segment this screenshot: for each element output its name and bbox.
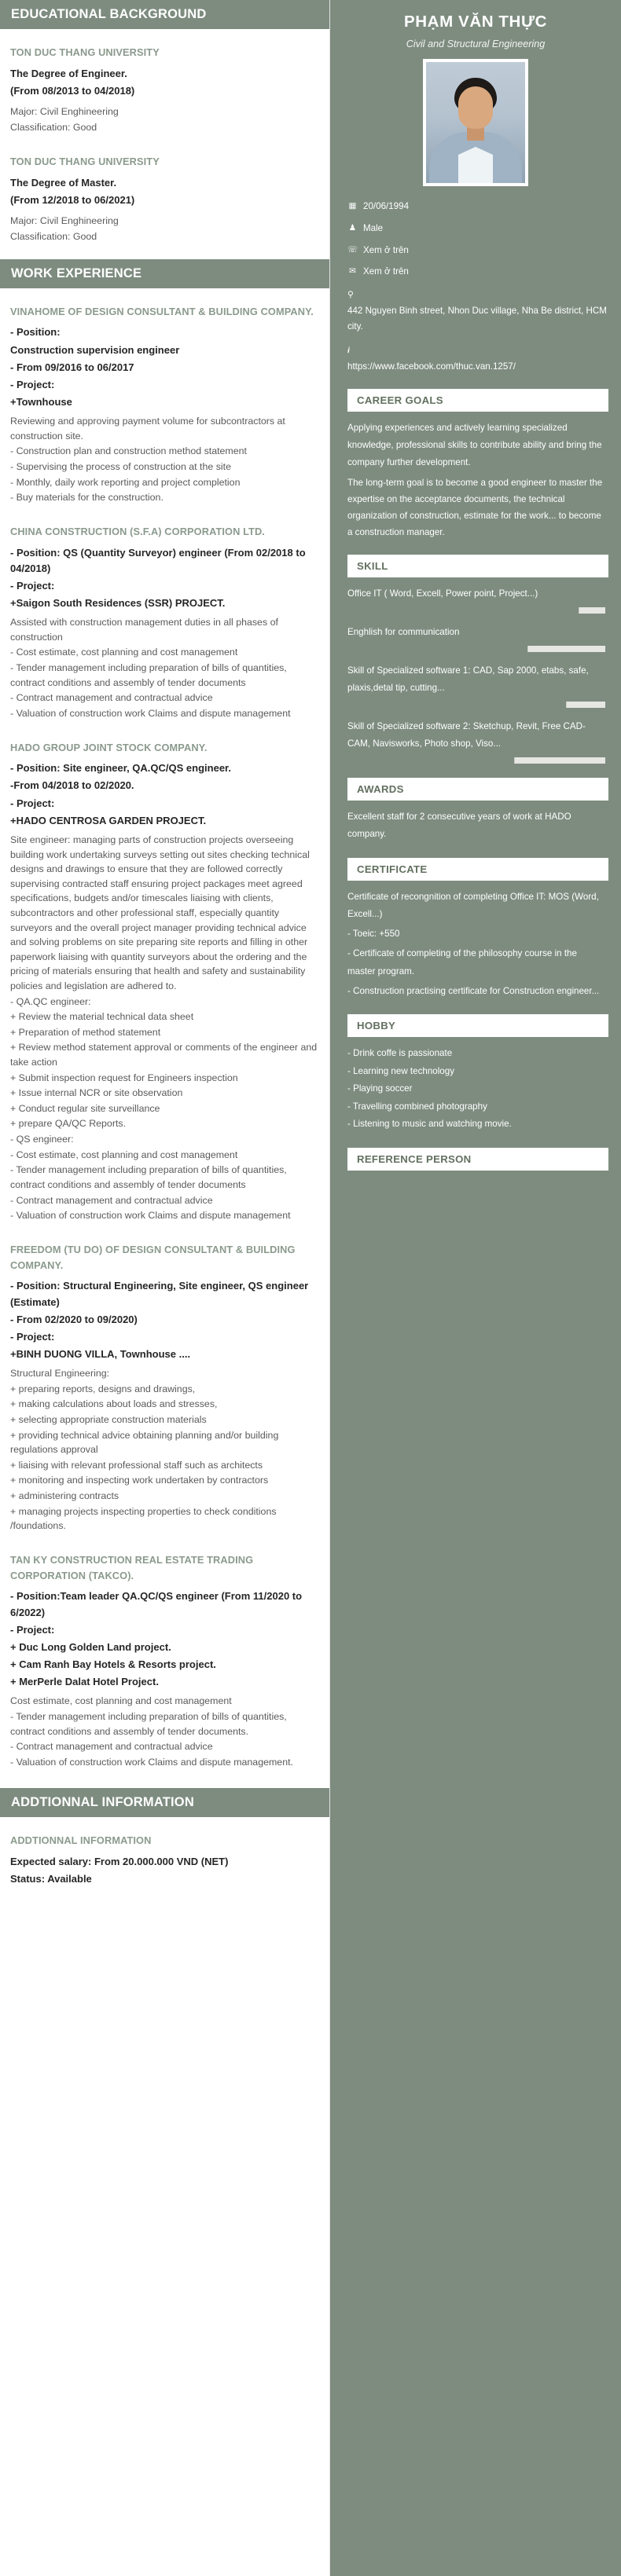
spacer: [10, 1534, 319, 1545]
reference-person-body: [330, 1178, 621, 1210]
certificate-list: [330, 889, 621, 1001]
work-bullet: + administering contracts: [10, 1490, 119, 1501]
education-degree: The Degree of Master.: [10, 177, 117, 189]
work-bullet: - Construction plan and construction method statement: [10, 445, 247, 457]
hobby-item: - Drink coffe is passionate: [347, 1048, 453, 1058]
skill-item: [330, 662, 621, 708]
profile-photo-frame: [423, 59, 528, 186]
address-value: 442 Nguyen Binh street, Nhon Duc village, Nha Be district, HCM city.: [347, 305, 607, 332]
location-pin-icon: ⚲: [347, 290, 354, 300]
contact-value: Xem ở trên: [363, 266, 409, 277]
work-bullet: + Submit inspection request for Engineers inspection: [10, 1072, 238, 1083]
skill-heading: SKILL: [347, 555, 608, 577]
work-org: FREEDOM (TU DO) OF DESIGN CONSULTANT & BUILDING COMPANY.: [10, 1243, 296, 1271]
education-period: (From 12/2018 to 06/2021): [10, 194, 135, 207]
profile-link-value[interactable]: https://www.facebook.com/thuc.van.1257/: [347, 361, 516, 372]
hobby-heading: HOBBY: [347, 1014, 608, 1037]
work-detail-line: - Project:: [10, 1623, 55, 1636]
contact-value: Xem ở trên: [363, 244, 409, 255]
work-bullet: + liaising with relevant professional staff such as architects: [10, 1459, 263, 1471]
work-experience-entry: [10, 304, 319, 516]
skill-progress-fill: [347, 757, 515, 764]
spacer: [10, 722, 319, 732]
contact-row[interactable]: [347, 244, 608, 258]
work-bullet: + preparing reports, designs and drawings,: [10, 1383, 196, 1394]
work-detail-line: - From 09/2016 to 06/2017: [10, 361, 134, 373]
work-experience-entry: [10, 524, 319, 732]
awards-heading: AWARDS: [347, 778, 608, 801]
work-bullet: - QS engineer:: [10, 1134, 74, 1145]
career-goals-paragraph: The long-term goal is to become a good engineer to master the expertise on the acceptance documents, the technical organization of construction, estimate for the work... to become a construction manager.: [347, 477, 603, 537]
work-bullet: Assisted with construction management duties in all phases of construction: [10, 617, 278, 643]
work-bullet: - Contract management and contractual advice: [10, 692, 213, 704]
education-org: TON DUC THANG UNIVERSITY: [10, 156, 160, 168]
work-org: CHINA CONSTRUCTION (S.F.A) CORPORATION LTD.: [10, 525, 265, 537]
candidate-role: Civil and Structural Engineering: [406, 38, 546, 49]
work-body: [0, 288, 329, 1789]
work-detail-line: -From 04/2018 to 02/2020.: [10, 779, 134, 792]
work-experience-entry: [10, 740, 319, 1234]
work-bullet: + Conduct regular site surveillance: [10, 1102, 160, 1114]
education-major: Major: Civil Enghineering: [10, 215, 119, 227]
work-org: TAN KY CONSTRUCTION REAL ESTATE TRADING CORPORATION (TAKCO).: [10, 1553, 254, 1581]
skill-label: Skill of Specialized software 1: CAD, Sap 2000, etabs, safe, plaxis,detal tip, cutting...: [347, 665, 589, 693]
career-goals-paragraph: Applying experiences and actively learning specialized knowledge, professional skills to contribute ability and bring the company further development.: [347, 422, 602, 468]
work-section-banner: WORK EXPERIENCE: [0, 259, 329, 288]
certificate-line: - Construction practising certificate for Construction engineer...: [347, 985, 600, 996]
address-block: [347, 288, 608, 335]
work-detail-line: - Position: Site engineer, QA.QC/QS engineer.: [10, 762, 231, 775]
mail-icon: ✉: [349, 266, 356, 277]
skill-item: [330, 718, 621, 764]
certificate-line: Certificate of recongnition of completing Office IT: MOS (Word, Excell...): [347, 891, 599, 919]
info-icon: i: [347, 346, 350, 356]
skill-progress-fill: [347, 607, 579, 614]
work-bullet: - Tender management including preparation of bills of quantities, contract conditions and assembly of tender documents: [10, 662, 287, 688]
work-detail-line: +Townhouse: [10, 396, 72, 409]
education-entry: [10, 45, 319, 134]
skill-item: [330, 585, 621, 614]
skill-progress-bar: [347, 702, 605, 708]
hobby-item: - Travelling combined photography: [347, 1101, 487, 1112]
work-bullet: - Tender management including preparation of bills of quantities, contract conditions and assembly of tender documents.: [10, 1710, 287, 1737]
work-bullet: - Contract management and contractual advice: [10, 1194, 213, 1206]
work-experience-entry: [10, 1552, 319, 1781]
contact-list: [330, 200, 621, 375]
work-bullet: - QA.QC engineer:: [10, 995, 91, 1007]
right-column: [330, 0, 621, 2576]
work-bullet: + providing technical advice obtaining planning and/or building regulations approval: [10, 1429, 279, 1456]
skill-progress-bar: [347, 757, 605, 764]
education-major: Major: Civil Enghineering: [10, 106, 119, 118]
profile-photo: [426, 62, 525, 183]
spacer: [10, 506, 319, 516]
skill-progress-bar: [347, 607, 605, 614]
phone-icon: ☏: [347, 244, 358, 255]
education-classification: Classification: Good: [10, 231, 97, 243]
certificate-line: - Toeic: +550: [347, 929, 400, 939]
certificate-heading: CERTIFICATE: [347, 858, 608, 881]
work-detail-line: - Project:: [10, 579, 55, 592]
work-detail-line: - Position: QS (Quantity Surveyor) engineer (From 02/2018 to 04/2018): [10, 546, 306, 574]
work-detail-line: +BINH DUONG VILLA, Townhouse ....: [10, 1347, 191, 1360]
skill-progress-fill: [347, 646, 528, 652]
hobby-item: - Learning new technology: [347, 1065, 454, 1076]
work-bullet: Site engineer: managing parts of construction projects overseeing building work undertaking surveys setting out sites checking technical designs and drawings to ensure that they are followed correctly supervising contracted staff ensuring project packages meet agreed specifications, budgets and/or timescales liaising with clients, subcontractors and other professional staff, especially quantity surveyors and the overall project manager providing technical advice and solving problems on site preparing site reports and filling in other paperwork liaising with quantity surveyors about the ordering and the pricing of materials ensuring that health and safety and sustainability policies and legislation are adhered to.: [10, 834, 310, 991]
spacer: [10, 135, 319, 146]
skill-progress-fill: [347, 702, 567, 708]
work-bullet: + managing projects inspecting properties to check conditions /foundations.: [10, 1505, 277, 1532]
candidate-name: PHẠM VĂN THỰC: [404, 13, 547, 31]
work-detail-line: +Saigon South Residences (SSR) PROJECT.: [10, 597, 226, 610]
work-bullet: Structural Engineering:: [10, 1368, 110, 1380]
work-experience-entry: [10, 1242, 319, 1545]
work-bullet-list: [10, 615, 319, 720]
skill-label: Skill of Specialized software 2: Sketchup, Revit, Free CAD-CAM, Navisworks, Photo shop, Viso...: [347, 720, 586, 749]
availability-status: Status: Available: [10, 1873, 92, 1885]
additional-subheading: ADDTIONNAL INFORMATION: [10, 1834, 152, 1847]
work-detail-line: - Project:: [10, 797, 55, 809]
work-detail-line: - Position:Team leader QA.QC/QS engineer (From 11/2020 to 6/2022): [10, 1590, 303, 1618]
skill-label: Enghlish for communication: [347, 626, 460, 637]
education-section-banner: EDUCATIONAL BACKGROUND: [0, 0, 329, 29]
work-bullet: Reviewing and approving payment volume for subcontractors at construction site.: [10, 416, 285, 442]
expected-salary: Expected salary: From 20.000.000 VND (NET): [10, 1856, 229, 1868]
reference-person-heading: REFERENCE PERSON: [347, 1148, 608, 1171]
contact-value: 20/06/1994: [363, 201, 410, 211]
work-detail-line: - Project:: [10, 1330, 55, 1343]
spacer: [10, 1224, 319, 1234]
additional-section-banner: ADDTIONNAL INFORMATION: [0, 1788, 329, 1817]
work-detail-line: Construction supervision engineer: [10, 343, 180, 356]
work-bullet: - Supervising the process of construction at the site: [10, 461, 231, 473]
work-bullet: + Review method statement approval or comments of the engineer and take action: [10, 1042, 318, 1068]
calendar-icon: ▦: [348, 201, 357, 211]
work-detail-line: +HADO CENTROSA GARDEN PROJECT.: [10, 814, 207, 826]
profile-link-block[interactable]: [347, 343, 608, 375]
work-bullet: - Tender management including preparation of bills of quantities, contract conditions and assembly of tender documents: [10, 1164, 287, 1190]
work-detail-line: + Cam Ranh Bay Hotels & Resorts project.: [10, 1658, 216, 1671]
photo-face-shape: [458, 86, 493, 129]
work-bullet: - Cost estimate, cost planning and cost management: [10, 647, 238, 658]
skill-label: Office IT ( Word, Excell, Power point, Project...): [347, 588, 538, 599]
certificate-line: - Certificate of completing of the philosophy course in the master program.: [347, 948, 577, 977]
hobby-item: - Listening to music and watching movie.: [347, 1119, 512, 1130]
work-bullet: - Buy materials for the construction.: [10, 492, 164, 504]
skill-list: [330, 585, 621, 764]
work-org: VINAHOME OF DESIGN CONSULTANT & BUILDING COMPANY.: [10, 305, 314, 317]
work-detail-line: - Position:: [10, 326, 61, 339]
education-period: (From 08/2013 to 04/2018): [10, 84, 135, 97]
work-bullet-list: [10, 833, 319, 1223]
additional-body: [0, 1817, 329, 1893]
education-classification: Classification: Good: [10, 121, 97, 133]
education-entry: [10, 154, 319, 244]
hobby-list: [330, 1045, 621, 1134]
work-bullet: + making calculations about loads and stresses,: [10, 1398, 218, 1410]
career-goals-heading: CAREER GOALS: [347, 389, 608, 412]
contact-row[interactable]: [347, 200, 608, 214]
education-org: TON DUC THANG UNIVERSITY: [10, 46, 160, 58]
spacer: [10, 1770, 319, 1780]
person-icon: ♟: [348, 222, 357, 233]
work-detail-line: + Duc Long Golden Land project.: [10, 1640, 171, 1653]
work-bullet: - Valuation of construction work Claims and dispute management: [10, 707, 291, 719]
work-org: HADO GROUP JOINT STOCK COMPANY.: [10, 741, 208, 753]
skill-item: [330, 624, 621, 652]
work-bullet: Cost estimate, cost planning and cost management: [10, 1695, 232, 1707]
work-bullet-list: [10, 414, 319, 505]
identity-header: [330, 0, 621, 49]
work-bullet: + selecting appropriate construction materials: [10, 1413, 207, 1425]
work-detail-line: - Project:: [10, 378, 55, 390]
work-bullet: + Preparation of method statement: [10, 1026, 161, 1038]
work-bullet-list: [10, 1366, 319, 1534]
contact-row[interactable]: [347, 266, 608, 279]
education-degree: The Degree of Engineer.: [10, 67, 127, 79]
work-detail-line: + MerPerle Dalat Hotel Project.: [10, 1676, 159, 1688]
contact-value: Male: [363, 222, 384, 233]
work-bullet: + prepare QA/QC Reports.: [10, 1118, 127, 1130]
work-bullet: + Issue internal NCR or site observation: [10, 1087, 183, 1099]
work-bullet: + Review the material technical data sheet: [10, 1011, 194, 1023]
hobby-item: - Playing soccer: [347, 1083, 413, 1094]
work-detail-line: - Position: Structural Engineering, Site engineer, QS engineer (Estimate): [10, 1280, 309, 1308]
education-body: [0, 29, 329, 259]
work-bullet: - Monthly, daily work reporting and project completion: [10, 476, 241, 488]
work-bullet: - Valuation of construction work Claims and dispute management: [10, 1210, 291, 1222]
work-bullet-list: [10, 1694, 319, 1769]
work-detail-line: - From 02/2020 to 09/2020): [10, 1313, 138, 1325]
contact-row[interactable]: [347, 222, 608, 236]
work-bullet: + monitoring and inspecting work undertaken by contractors: [10, 1475, 269, 1486]
skill-progress-bar: [347, 646, 605, 652]
awards-text: Excellent staff for 2 consecutive years of work at HADO company.: [347, 812, 571, 840]
work-bullet: - Cost estimate, cost planning and cost management: [10, 1149, 238, 1160]
work-bullet: - Contract management and contractual advice: [10, 1741, 213, 1753]
work-bullet: - Valuation of construction work Claims and dispute management.: [10, 1756, 293, 1768]
